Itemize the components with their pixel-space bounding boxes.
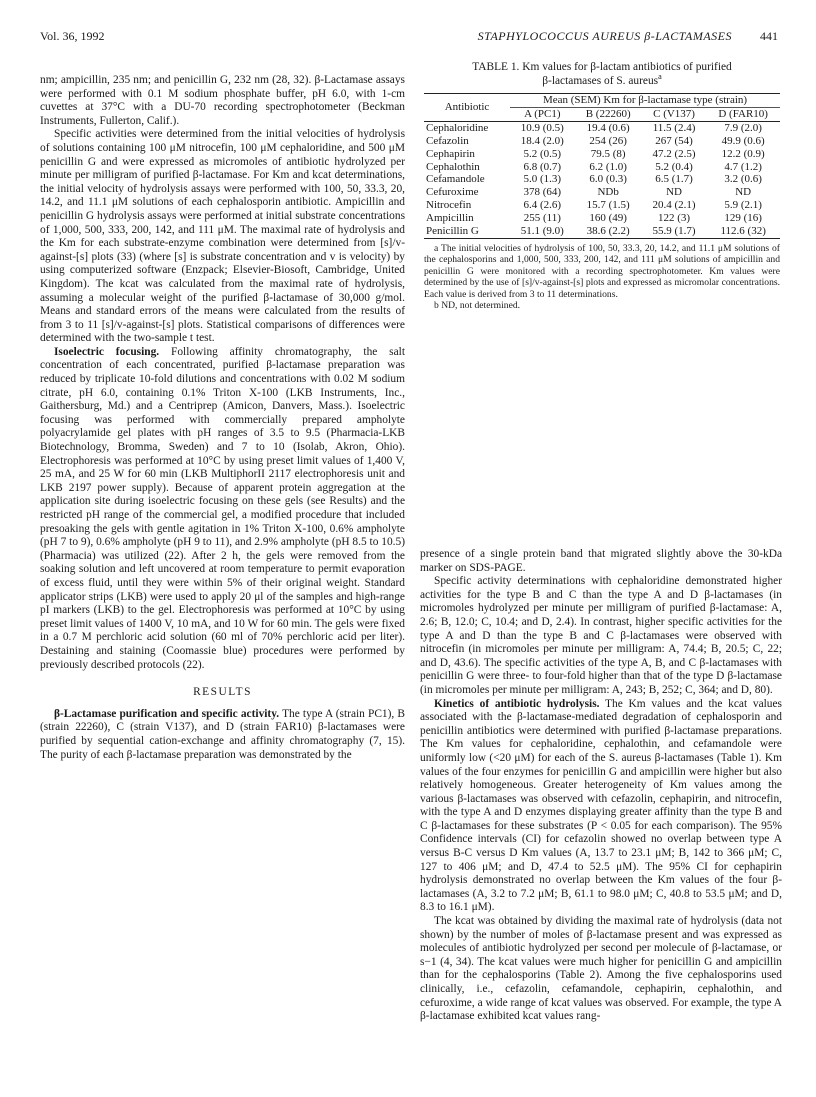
table-cell: 20.4 (2.1) <box>652 199 696 212</box>
page-number: 441 <box>760 29 778 43</box>
table-cell: 5.2 (0.4) <box>655 160 693 173</box>
section-heading: RESULTS <box>193 686 252 699</box>
table-cell: ND <box>735 186 752 199</box>
table-title <box>424 60 780 88</box>
table-cell: NDb <box>597 186 619 199</box>
footnote-a: a The initial velocities of hydrolysis of 100, 50, 33.3, 20, 14.2, and 11.1 μM solutions of the cephalosporins and 1,000, 500, 333, 200, 142, and 111 μM solutions of ampicillin and penicillin G were monitored with a recording spectrophotometer. Km values were determined by the use of [s]/v-against-[s] plots and expressed as micromolar concentrations. Each value is derived from 3 to 11 determinations. <box>424 242 780 300</box>
table-cell: 5.0 (1.3) <box>523 173 562 186</box>
table-title-line: TABLE 1. Km values for β-lactam antibiotics of purified <box>472 61 732 73</box>
paragraph <box>40 346 405 672</box>
table-cell: 12.2 (0.9) <box>721 147 765 160</box>
table-cell: 4.7 (1.2) <box>724 160 762 173</box>
table-cell: 10.9 (0.5) <box>520 121 564 134</box>
paragraph-text: The Km values and the kcat values associated with the β-lactamase-mediated degradation of cephalosporin and penicillin antibiotics were determined with purified β-lactamase preparations. The Km values for cephaloridine, cephalothin, and cefamandole were uniformly low (<20 μM) for each of the S. aureus β-lactamases (Table 1). Km values of the four enzymes for penicillin G and ampicillin were higher but also relatively homogeneous. Greater heterogeneity of Km values among the various β-lactamases was observed with cefazolin, cephapirin, and nitrocefin, with the type A and D enzymes displaying greater affinity than the type B and C β-lactamases for these substrates (P < 0.05 for each comparison). The 95% Confidence intervals (CI) for cefazolin showed no overlap between type A versus B-C versus D Km values (A, 13.7 to 23.1 μM; B, 142 to 366 μM; C, 127 to 406 μM; and D, 47.4 to 52.5 μM). The 95% CI for cephapirin hydrolysis demonstrated no overlap between the Km values of the four β-lactamases (A, 3.2 to 7.2 μM; B, 61.1 to 98.0 μM; C, 40.8 to 53.5 μM; and D, 8.3 to 16.1 μM). <box>420 697 782 914</box>
running-header <box>40 29 778 45</box>
table-cell: 122 (3) <box>658 212 691 225</box>
left-column <box>40 74 405 762</box>
table-row <box>424 186 780 199</box>
table-cell: 6.8 (0.7) <box>523 160 562 173</box>
row-label: Cephalothin <box>426 160 480 173</box>
row-label: Penicillin G <box>424 225 510 238</box>
right-column <box>420 548 782 1024</box>
volume-label: Vol. 36, 1992 <box>40 29 105 43</box>
table-cell: 112.6 (32) <box>706 225 780 238</box>
paragraph-text: The type A (strain PC1), B (strain 22260), C (strain V137), and D (strain FAR10) β-lactamases were purified by sequential cation-exchange and affinity chromatography (7, 15). The purity of each β-lactamase preparation was demonstrated by the <box>40 707 405 761</box>
table-cell: 6.0 (0.3) <box>589 173 627 186</box>
table-row <box>424 199 780 212</box>
table-cell: ND <box>666 186 682 199</box>
paragraph <box>40 708 405 762</box>
table-cell: 47.2 (2.5) <box>652 147 696 160</box>
table-row <box>424 135 780 148</box>
table-cell: 3.2 (0.6) <box>724 173 762 186</box>
column-header-span: Mean (SEM) Km for β-lactamase type (strain) <box>510 94 780 108</box>
row-label: Cefamandole <box>426 173 485 186</box>
subsection-heading: Isoelectric focusing. <box>54 345 160 358</box>
table-cell: 55.9 (1.7) <box>642 225 707 238</box>
table-row <box>424 212 780 225</box>
running-title: STAPHYLOCOCCUS AUREUS β-LACTAMASES <box>477 29 732 43</box>
table-cell: 267 (54) <box>655 134 693 147</box>
table-cell: 18.4 (2.0) <box>520 134 564 147</box>
table-cell: 15.7 (1.5) <box>586 199 630 212</box>
table-cell: 6.2 (1.0) <box>589 160 627 173</box>
row-label: Cephapirin <box>426 147 475 160</box>
table-cell: 5.9 (2.1) <box>724 199 762 212</box>
table-row <box>424 225 780 238</box>
table-1 <box>424 60 780 311</box>
table-row <box>424 173 780 186</box>
column-header: C (V137) <box>642 107 707 121</box>
table-cell: 254 (26) <box>589 134 627 147</box>
table-cell: 5.2 (0.5) <box>523 147 562 160</box>
column-header: D (FAR10) <box>706 107 780 121</box>
table-cell: 19.4 (0.6) <box>586 121 630 134</box>
table-cell: 49.9 (0.6) <box>721 134 765 147</box>
table-cell: 160 (49) <box>589 212 627 225</box>
table-row <box>424 121 780 134</box>
table-cell: 6.5 (1.7) <box>655 173 693 186</box>
paragraph <box>420 698 782 916</box>
table-cell: 38.6 (2.2) <box>575 225 642 238</box>
table-cell: 129 (16) <box>724 212 762 225</box>
paragraph-text: Following affinity chromatography, the salt concentration of each concentrated, purified β-lactamase preparation was reduced by triplicate 10-fold dilutions and concentrations with 0.02 M sodium citrate, pH 6.0, containing 0.1% Triton X-100 (LKB Instruments, Inc., Gaithersburg, Md.) and a Centriprep (Amicon, Danvers, Mass.). Isoelectric focusing was performed with commercially prepared ampholyte polyacrylamide gel plates with pH ranges of 3.5 to 9.5 (Pharmacia-LKB Biotechnology, Bromma, Sweden) and 7 to 10 (Isolab, Akron, Ohio). Electrophoresis was performed at 10°C by using preset limit values of 1,400 V, 25 mA, and 25 W for 60 min (LKB MultiphorII 2117 electrophoresis unit and LKB 2197 power supply). Because of apparent protein aggregation at the application site during isoelectric focusing on these gels (see Results) and the restricted pH range of the commercial gel, a modified procedure that included presoaking the gels with gentle agitation in 1% Triton X-100, 0.6% ampholyte (pH 7 to 9), 0.6% ampholyte (pH 9 to 11), and 2.9% ampholyte (pH 8.5 to 10.5) (Pharmacia) was utilized (22). After 2 h, the gels were removed from the soaking solution and left uncovered at room temperature to permit evaporation of excess fluid, until they were within 5% of their original weight. Standard applicator strips (LKB) were used to apply 20 μl of the samples and high-range pI markers (LKB) to the gel. Electrophoresis was performed at 10°C by using preset limit values of 1400 V, 10 mA, and 10 W for 60 min. The gels were fixed in a 0.7 M perchloric acid solution (60 ml of 70% perchloric acid per liter). Destaining and staining (Coomassie blue) procedures were performed by previously described protocols (22). <box>40 345 405 671</box>
table-cell: 378 (64) <box>523 186 562 199</box>
table-footnotes <box>424 243 780 311</box>
subsection-heading: β-Lactamase purification and specific activity. <box>54 707 280 720</box>
row-label: Ampicillin <box>426 212 474 225</box>
table-cell: 79.5 (8) <box>590 147 626 160</box>
row-label: Nitrocefin <box>426 199 472 212</box>
row-label: Cefuroxime <box>426 186 479 199</box>
table-title-line: β-lactamases of S. aureus$^a$ <box>542 72 662 87</box>
paragraph: nm; ampicillin, 235 nm; and penicillin G, 232 nm (28, 32). β-Lactamase assays were performed with 0.1 M sodium phosphate buffer, pH 6.0, with 1-cm cuvettes at 37°C with a DU-70 recording spectrophotometer (Beckman Instruments, Fullerton, Calif.). <box>40 74 405 127</box>
table-cell: 6.4 (2.6) <box>523 199 562 212</box>
row-label: Cefazolin <box>426 134 469 147</box>
paragraph: Specific activities were determined from the initial velocities of hydrolysis of solutions containing 100 μM nitrocefin, 100 μM cephaloridine, and 500 μM penicillin G and were expressed as micromoles of antibiotic hydrolyzed per minute per milligram of purified β-lactamase. For Km and kcat determinations, the initial velocity of hydrolysis assays were performed with 100, 50, 33.3, 20, 14.2, and 11.1 μM solutions of each cephalosporin antibiotic. Ampicillin and penicillin G hydrolysis assays were performed at initial substrate concentrations of 1,000, 500, 333, 200, 142, and 111 μM. The maximal rate of hydrolysis and the Km for each substrate-enzyme combination were determined from [s]/v-against-[s] plots (33) (where [s] is substrate concentration and v is velocity) by using computerized software (Enzpack; Elsevier-Biosoft, Cambridge, United Kingdom). The kcat was calculated from the maximal rate of hydrolysis, assuming a molecular weight of the purified β-lactamase of 30,000 g/mol. Means and standard errors of the means were calculated from the results of from 3 to 11 [s]/v-against-[s] plots. Statistical comparisons of differences were determined with the two-sample t test. <box>40 128 405 345</box>
table-cell: 7.9 (2.0) <box>724 121 762 134</box>
row-label: Cephaloridine <box>426 121 489 134</box>
subsection-heading: Kinetics of antibiotic hydrolysis. <box>434 697 600 710</box>
table-row <box>424 161 780 174</box>
column-header: A (PC1) <box>510 107 575 121</box>
table-cell: 51.1 (9.0) <box>510 225 575 238</box>
footnote-b: b ND, not determined. <box>434 300 521 311</box>
table-row <box>424 148 780 161</box>
paragraph: Specific activity determinations with cephaloridine demonstrated higher activities for the type B and C than the type A and D β-lactamases (in micromoles hydrolyzed per minute per milligram of purified β-lactamase: A, 2.6; B, 12.0; C, 10.4; and D, 2.4). In contrast, higher specific activities for the type A and D than the type B and C β-lactamases were observed with nitrocefin (in micromoles per minute per milligram: A, 74.4; B, 20.5; C, 22; and D, 43.6). The specific activities of the type A, B, and C β-lactamases with penicillin G were three- to four-fold higher than that of the type D β-lactamase (in micromoles per minute per milligram: A, 243; B, 252; C, 364; and D, 80). <box>420 575 782 696</box>
paragraph: The kcat was obtained by dividing the maximal rate of hydrolysis (data not shown) by the number of moles of β-lactamase present and was expressed as molecules of antibiotic hydrolyzed per second per molecule of β-lactamase, or s−1 (4, 34). The kcat values were much higher for penicillin G and ampicillin than for the cephalosporins (Table 2). Among the five cephalosporins used clinically, i.e., cefazolin, cefamandole, cephapirin, cephalothin, and cefuroxime, a wide range of kcat values was observed. For example, the type A β-lactamase exhibited kcat values rang- <box>420 915 782 1023</box>
paragraph: presence of a single protein band that migrated slightly above the 30-kDa marker on SDS-PAGE. <box>420 548 782 574</box>
column-header-antibiotic: Antibiotic <box>424 94 510 122</box>
table-cell: 255 (11) <box>523 212 561 225</box>
table-cell: 11.5 (2.4) <box>652 121 696 134</box>
km-table <box>424 93 780 239</box>
column-header: B (22260) <box>575 107 642 121</box>
